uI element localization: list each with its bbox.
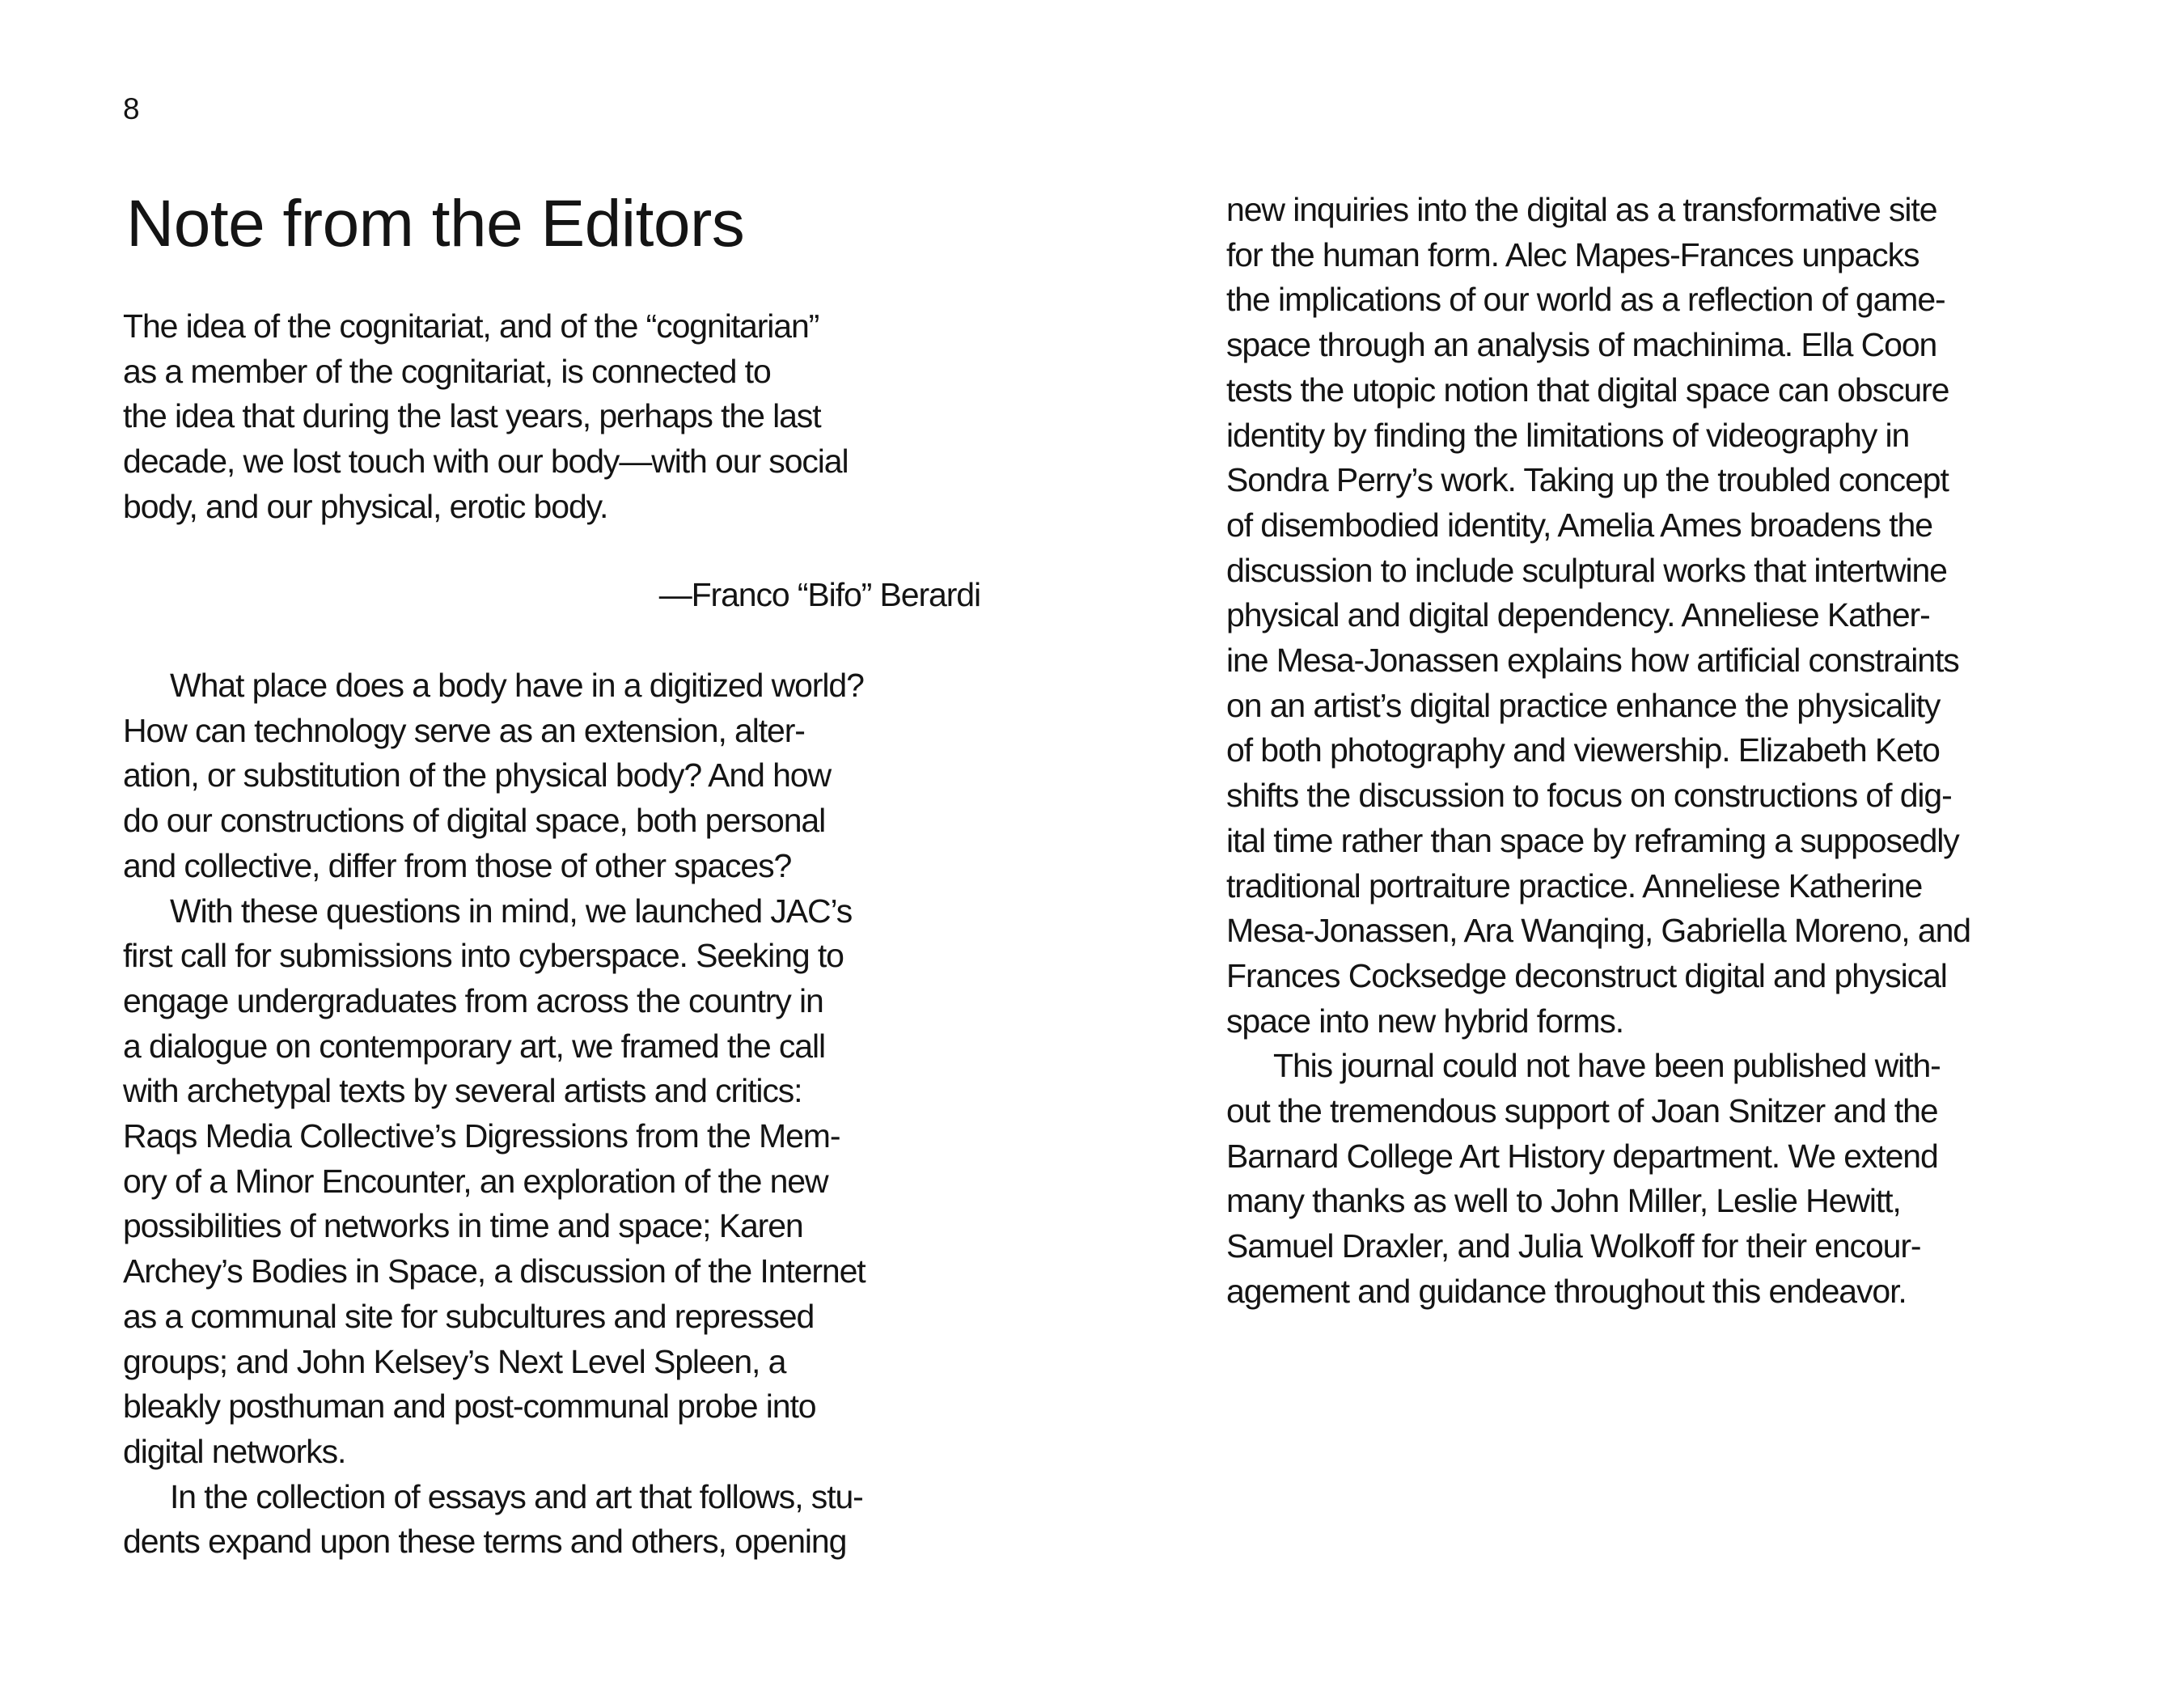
body-line: of both photography and viewership. Elizabeth Keto [1226,731,1940,769]
body-line: dents expand upon these terms and others, opening [123,1523,847,1561]
body-line: In the collection of essays and art that follows, stu- [170,1477,863,1515]
body-line: discussion to include sculptural works that intertwine [1226,551,1947,589]
epigraph-line: decade, we lost touch with our body—with our social [123,443,849,481]
body-line: ine Mesa-Jonassen explains how artificial constraints [1226,642,1959,680]
body-line: and collective, differ from those of other spaces? [123,846,792,884]
body-line: ation, or substitution of the physical body? And how [123,756,832,794]
page-number: 8 [123,92,140,125]
body-line: for the human form. Alec Mapes-Frances unpacks [1226,235,1919,273]
body-line: agement and guidance throughout this endeavor. [1226,1272,1907,1310]
epigraph-line: the idea that during the last years, perhaps the last [123,397,821,435]
epigraph-line: The idea of the cognitariat, and of the “cognitarian” [123,307,819,345]
body-line: physical and digital dependency. Anneliese Kather- [1226,596,1930,634]
body-line: shifts the discussion to focus on constructions of dig- [1226,777,1952,815]
body-line: as a communal site for subcultures and repressed [123,1297,815,1335]
epigraph-line: as a member of the cognitariat, is connected to [123,352,771,390]
body-line: engage undergraduates from across the country in [123,981,823,1019]
body-line: Sondra Perry’s work. Taking up the troubled concept [1226,461,1949,499]
body-line: Samuel Draxler, and Julia Wolkoff for their encour- [1226,1227,1921,1265]
body-line: new inquiries into the digital as a transformative site [1226,191,1937,228]
body-line: What place does a body have in a digitized world? [170,667,864,704]
epigraph-line: body, and our physical, erotic body. [123,487,608,525]
body-line: groups; and John Kelsey’s Next Level Spleen, a [123,1342,786,1380]
body-line: ory of a Minor Encounter, an exploration of the new [123,1162,828,1200]
body-line: bleakly posthuman and post-communal probe into [123,1388,816,1426]
right-column-body [1226,188,2084,1315]
body-line: do our constructions of digital space, both personal [123,802,826,840]
epigraph-attribution: —Franco “Bifo” Berardi [658,576,980,613]
body-line: on an artist’s digital practice enhance the physicality [1226,686,1941,724]
body-line: Frances Cocksedge deconstruct digital and physical [1226,956,1947,994]
body-line: identity by finding the limitations of videography in [1226,416,1910,454]
body-line: with archetypal texts by several artists and critics: [123,1072,802,1110]
body-line: first call for submissions into cyberspace. Seeking to [123,937,844,975]
body-line: tests the utopic notion that digital space can obscure [1226,371,1949,409]
epigraph-quote [123,304,980,530]
body-line: With these questions in mind, we launched JAC’s [170,892,853,930]
body-line: digital networks. [123,1432,346,1470]
body-line: of disembodied identity, Amelia Ames broadens the [1226,506,1932,544]
body-line: many thanks as well to John Miller, Leslie Hewitt, [1226,1182,1901,1220]
body-line: This journal could not have been published with- [1273,1047,1941,1085]
body-line: Barnard College Art History department. We extend [1226,1137,1938,1175]
body-line: traditional portraiture practice. Anneliese Katherine [1226,866,1923,905]
body-line: ital time rather than space by reframing a supposedly [1226,821,1959,859]
page-title: Note from the Editors [126,187,745,261]
body-line: a dialogue on contemporary art, we framed the call [123,1027,826,1065]
body-line: space into new hybrid forms. [1226,1002,1624,1040]
body-line: Archey’s Bodies in Space, a discussion of the Internet [123,1252,866,1290]
body-line: out the tremendous support of Joan Snitzer and the [1226,1092,1938,1130]
body-line: space through an analysis of machinima. Ella Coon [1226,326,1937,364]
body-line: How can technology serve as an extension, alter- [123,711,805,749]
body-line: Mesa-Jonassen, Ara Wanqing, Gabriella Moreno, and [1226,912,1970,950]
body-line: the implications of our world as a reflection of game- [1226,281,1945,319]
body-line: Raqs Media Collective’s Digressions from the Mem- [123,1117,840,1155]
body-line: possibilities of networks in time and space; Karen [123,1207,803,1245]
left-column-body [123,663,997,1565]
